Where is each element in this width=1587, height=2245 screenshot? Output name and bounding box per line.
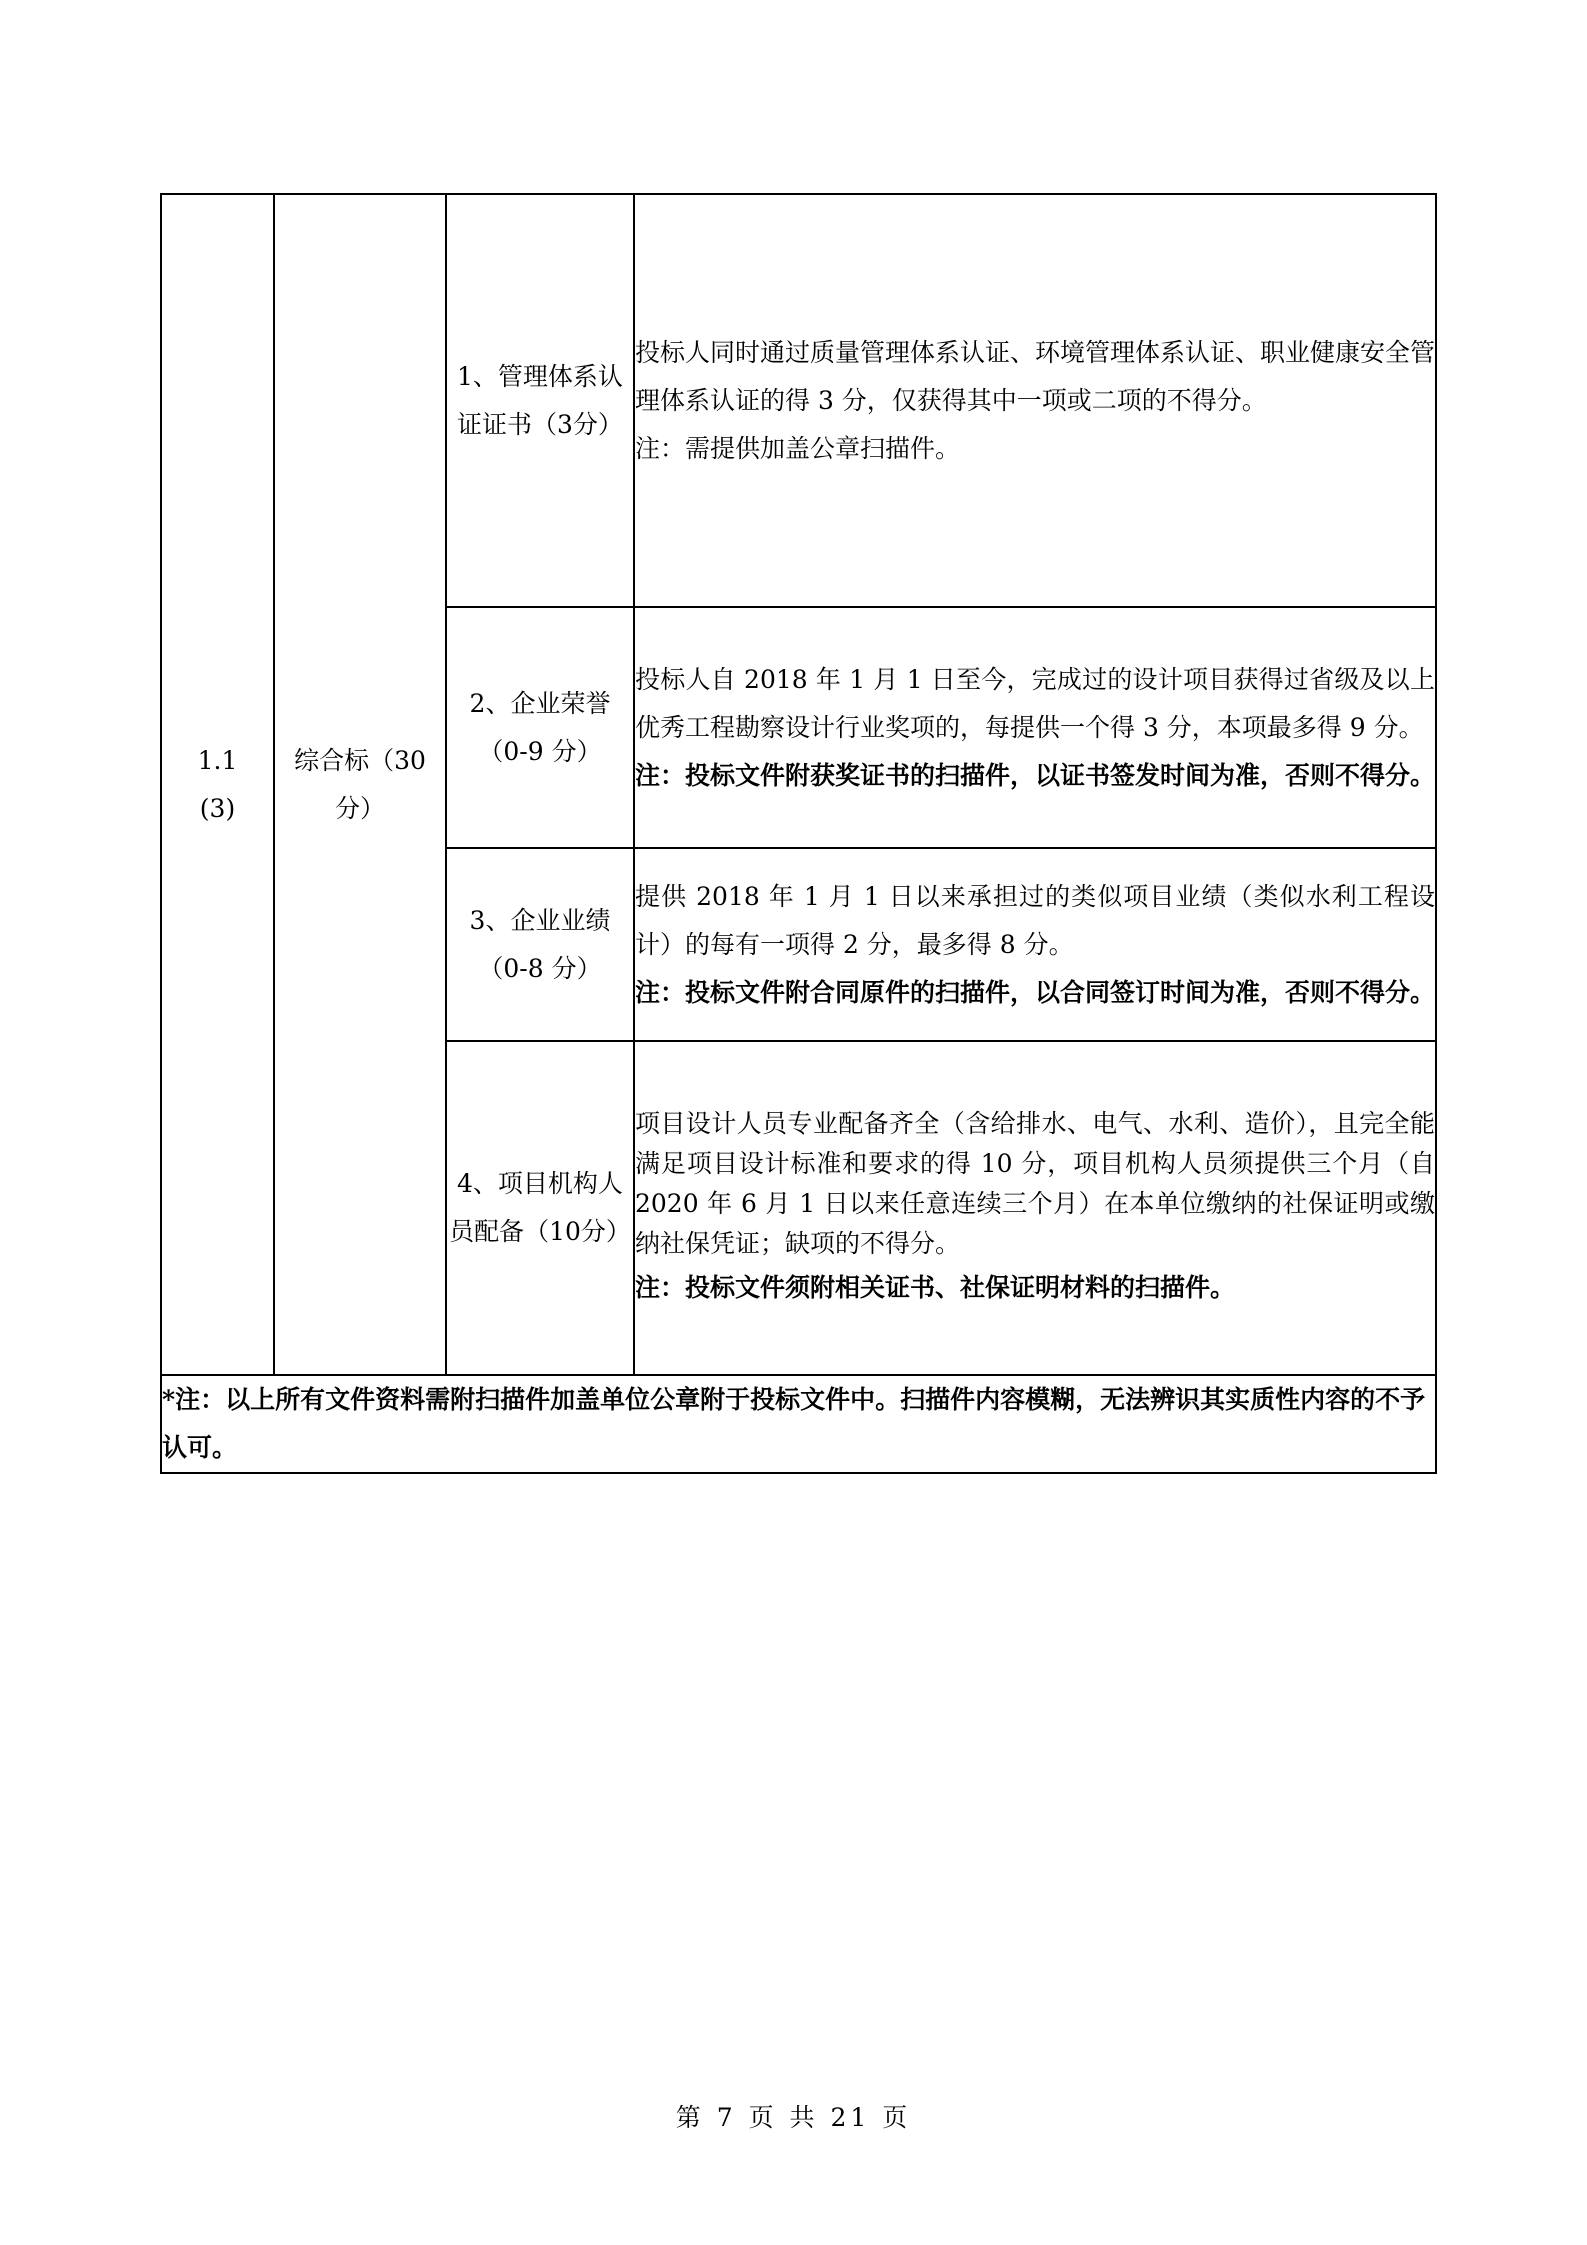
item-desc-cell [634, 607, 1436, 848]
item-name-cell [446, 848, 634, 1041]
item-name-cell [446, 1041, 634, 1375]
item-name: 1、管理体系认证证书（3分） [457, 361, 623, 439]
table-footnote [161, 1375, 1436, 1473]
scoring-table [160, 193, 1437, 1474]
row-index [161, 194, 274, 1375]
item-desc: 投标人自 2018 年 1 月 1 日至今，完成过的设计项目获得过省级及以上优秀工程勘察设计行业奖项的，每提供一个得 3 分，本项最多得 9 分。 [635, 664, 1435, 742]
item-desc: 投标人同时通过质量管理体系认证、环境管理体系认证、职业健康安全管理体系认证的得 3 分，仅获得其中一项或二项的不得分。 [635, 337, 1436, 415]
item-note: 注：投标文件附合同原件的扫描件，以合同签订时间为准，否则不得分。 [635, 977, 1436, 1007]
item-name-cell [446, 194, 634, 607]
item-note: 注：需提供加盖公章扫描件。 [635, 433, 961, 463]
item-name: 2、企业荣誉（0-9 分） [469, 688, 611, 766]
category-cell [274, 194, 446, 1375]
item-desc-cell [634, 848, 1436, 1041]
category-text: 综合标（30分） [294, 745, 426, 823]
item-note: 注：投标文件附获奖证书的扫描件，以证书签发时间为准，否则不得分。 [635, 760, 1436, 790]
item-name-cell [446, 607, 634, 848]
row-index-text: 1.1 (3) [197, 745, 238, 823]
footnote-text: *注：以上所有文件资料需附扫描件加盖单位公章附于投标文件中。扫描件内容模糊，无法辨识其实质性内容的不予认可。 [162, 1385, 1426, 1462]
item-desc: 提供 2018 年 1 月 1 日以来承担过的类似项目业绩（类似水利工程设计）的每有一项得 2 分，最多得 8 分。 [635, 881, 1435, 959]
item-desc-cell [634, 194, 1436, 607]
item-desc-cell [634, 1041, 1436, 1375]
item-name: 3、企业业绩（0-8 分） [469, 905, 611, 983]
item-name: 4、项目机构人员配备（10分） [449, 1169, 631, 1246]
page-number: 第 7 页 共 21 页 [675, 2103, 912, 2132]
item-note: 注：投标文件须附相关证书、社保证明材料的扫描件。 [635, 1273, 1236, 1302]
item-desc: 项目设计人员专业配备齐全（含给排水、电气、水利、造价），且完全能满足项目设计标准和要求的得 10 分，项目机构人员须提供三个月（自 2020 年 6 月 1 日以来任意连续三个月）在本单位缴纳的社保证明或缴纳社保凭证；缺项的不得分。 [635, 1109, 1435, 1258]
